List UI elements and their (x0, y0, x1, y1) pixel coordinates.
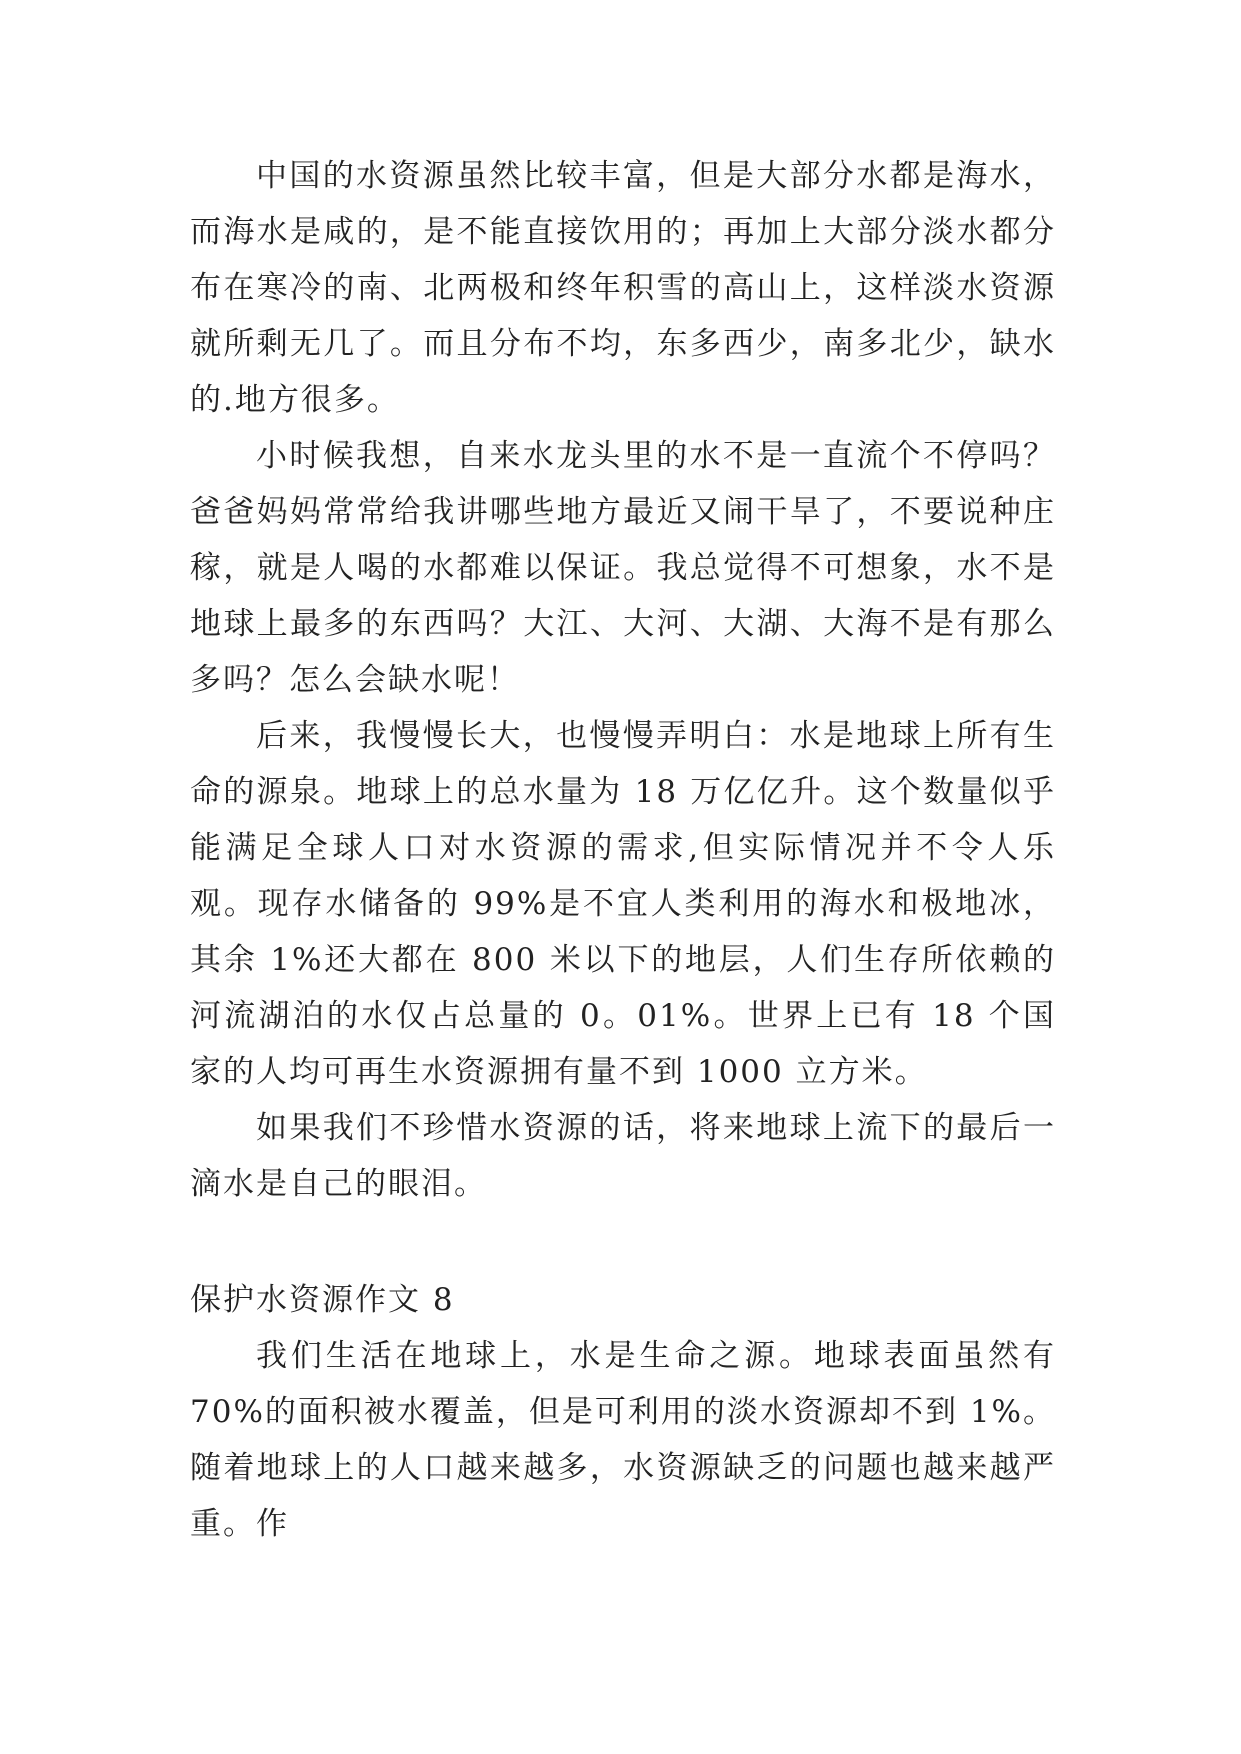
paragraph-water-facts: 后来，我慢慢长大，也慢慢弄明白：水是地球上所有生命的源泉。地球上的总水量为 18 万亿亿升。这个数量似乎能满足全球人口对水资源的需求,但实际情况并不令人乐观。现存水储备的 99%是不宜人类利用的海水和极地冰，其余 1%还大都在 800 米以下的地层，人们生存所依赖的河流湖泊的水仅占总量的 0。01%。世界上已有 18 个国家的人均可再生水资源拥有量不到 1000 立方米。 (190, 718, 1056, 1090)
paragraph-conclusion: 如果我们不珍惜水资源的话，将来地球上流下的最后一滴水是自己的眼泪。 (190, 1110, 1056, 1202)
document-body (190, 148, 1056, 1552)
paragraph-childhood-thoughts: 小时候我想，自来水龙头里的水不是一直流个不停吗？爸爸妈妈常常给我讲哪些地方最近又闹干旱了，不要说种庄稼，就是人喝的水都难以保证。我总觉得不可想象，水不是地球上最多的东西吗？大江、大河、大湖、大海不是有那么多吗？怎么会缺水呢！ (190, 438, 1056, 698)
paragraph-essay8-intro: 我们生活在地球上，水是生命之源。地球表面虽然有 70%的面积被水覆盖，但是可利用的淡水资源却不到 1%。随着地球上的人口越来越多，水资源缺乏的问题也越来越严重。作 (190, 1338, 1056, 1542)
paragraph-water-distribution: 中国的水资源虽然比较丰富，但是大部分水都是海水，而海水是咸的，是不能直接饮用的；再加上大部分淡水都分布在寒冷的南、北两极和终年积雪的高山上，这样淡水资源就所剩无几了。而且分布不均，东多西少，南多北少，缺水的.地方很多。 (190, 158, 1056, 418)
essay-heading: 保护水资源作文 8 (190, 1282, 455, 1318)
